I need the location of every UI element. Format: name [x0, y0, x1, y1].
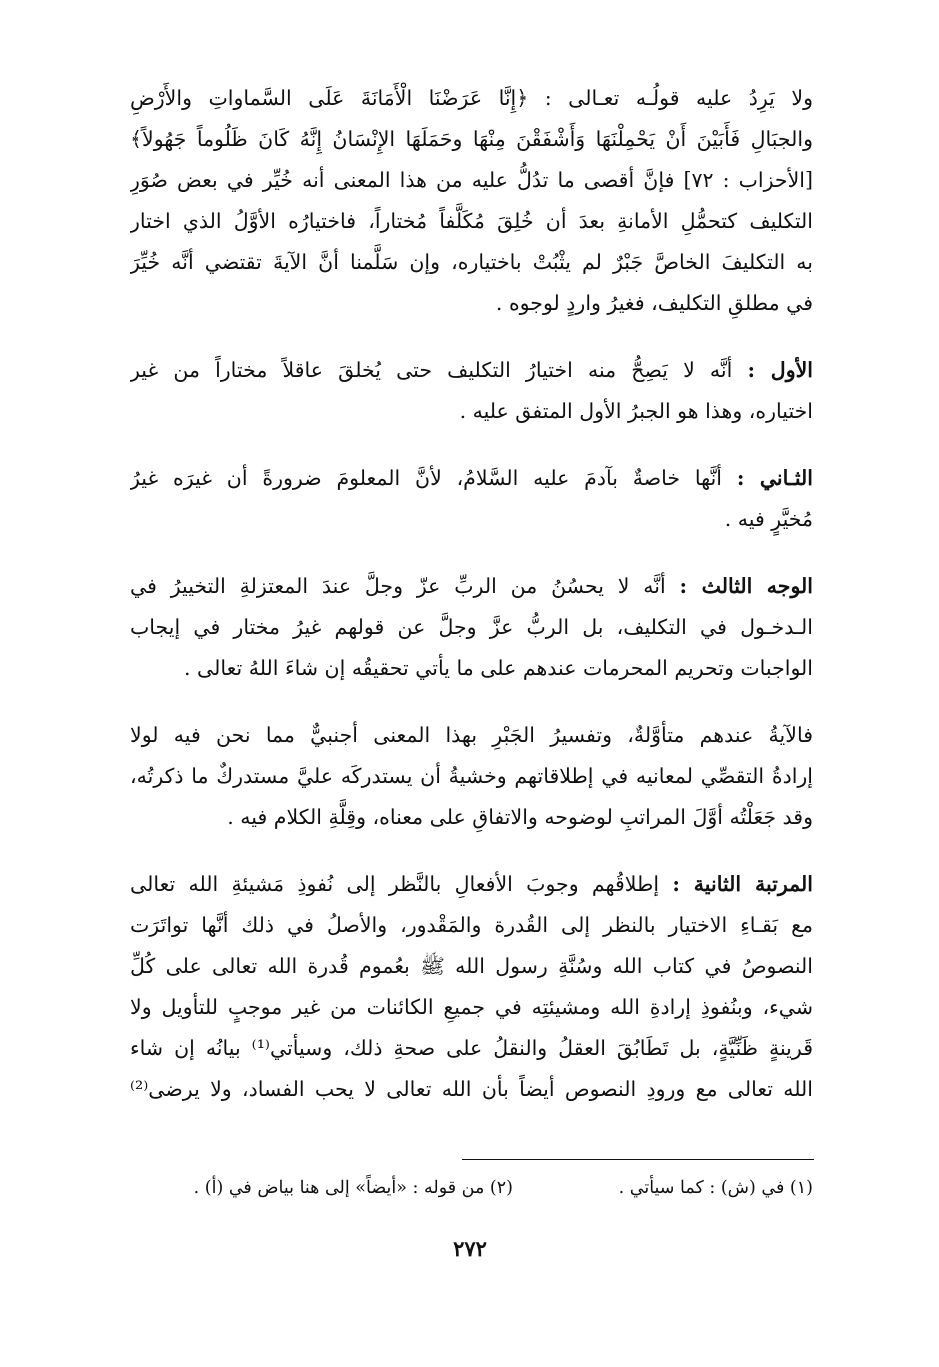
footnote-divider — [462, 1159, 814, 1160]
text-line: والجبَالِ فَأَبَيْنَ أَنْ يَحْمِلْنَهَا وَأَشْفَقْنَ مِنْهَا وحَمَلَهَا الإِنْسَانُ إِنَّهُ كَانَ ظَلُوماً جَهُولاً﴾ — [130, 127, 813, 151]
footnotes — [130, 1170, 813, 1206]
paragraph-first — [130, 350, 813, 432]
text-line: الواجبات وتحريم المحرمات عندهم على ما يأتي تحقيقُه إن شاءَ اللهُ تعالى . — [184, 656, 813, 680]
paragraph-heading: المرتبة الثانية : — [672, 872, 813, 896]
paragraph-verse-interpretation — [130, 715, 813, 838]
text-line — [130, 350, 813, 391]
footnote-1: (١) في (ش) : كما سيأتي . — [618, 1178, 813, 1198]
text-line: مع بَقـاءِ الاختيار بالنظر إلى القُدرة والمَقْدور، والأصلُ في ذلك أنَّها تواتَرَت — [130, 913, 813, 937]
text-line: مُخيَّرٍ فيه . — [724, 507, 813, 531]
text-line: وقد جَعَلْتُه أوَّلَ المراتبِ لوضوحه والاتفاقِ على معناه، وقِلَّةِ الكلام فيه . — [227, 805, 813, 829]
text-line — [130, 566, 813, 607]
text-run: أنَّها خاصةٌ بآدمَ عليه السَّلامُ، لأنَّ المعلومَ ضرورةً أن غيرَه غيرُ — [130, 466, 722, 490]
text-line: الله تعالى مع ورودِ النصوص أيضاً بأن الله تعالى لا يحب الفساد، ولا يرضى⁽²⁾ — [130, 1077, 813, 1101]
text-line: به التكليفَ الخاصَّ جَبْرٌ لم يثْبُتْ باختياره، وإن سَلَّمنا أنَّ الآيةَ تقتضي أنَّه خُيِّرَ — [130, 250, 813, 274]
text-line: التكليف كتحمُّلِ الأمانةِ بعدَ أن خُلِقَ مُكَلَّفاً مُختاراً، فاختيارُه الأوَّلُ الذي اختار — [130, 209, 813, 233]
paragraph-heading: الثـاني : — [736, 466, 813, 490]
text-line: ولا يَرِدُ عليه قولُـه تعـالى : ﴿إِنَّا عَرَضْنَا الْأَمَانَةَ عَلَى السَّماواتِ والأَرْضِ — [130, 86, 813, 110]
text-line: [الأحزاب : ٧٢] فإنَّ أقصى ما تدُلُّ عليه من هذا المعنى أنه خُيِّر في بعض صُوَرِ — [130, 168, 813, 192]
text-line: النصوصُ في كتاب الله وسُنَّةِ رسول الله ﷺ بعُموم قُدرة الله تعالى على كُلِّ — [130, 954, 813, 978]
text-line: الـدخـول في التكليف، بل الربُّ عزَّ وجلَّ عن قولهم غيرُ مختار في إيجاب — [130, 615, 813, 639]
paragraph-heading: الأول : — [747, 358, 813, 382]
paragraph-second — [130, 458, 813, 540]
text-line: اختياره، وهذا هو الجبرُ الأول المتفق عليه . — [459, 399, 813, 423]
text-run: أنَّه لا يَصِحُّ منه اختيارُ التكليف حتى يُخلقَ عاقلاً مختاراً من غير — [130, 358, 733, 382]
paragraph-third-aspect — [130, 566, 813, 689]
paragraph-objection — [130, 78, 813, 324]
text-line: في مطلقِ التكليف، فغيرُ واردٍ لوجوه . — [495, 291, 813, 315]
text-run: إطلاقُهم وجوبَ الأفعالِ بالنَّظر إلى نُفوذِ مَشيئةِ الله تعالى — [130, 872, 660, 896]
paragraph-heading: الوجه الثالث : — [679, 574, 813, 598]
text-line — [130, 458, 813, 499]
body-text — [130, 78, 813, 1136]
page-number: ٢٧٢ — [453, 1236, 487, 1261]
text-line — [130, 864, 813, 905]
text-line: شيء، وبنُفوذِ إرادةِ الله ومشيئتِه في جميعِ الكائنات من غير موجبٍ للتأويل ولا — [130, 995, 813, 1019]
text-line: قَرينةٍ ظَنِّيَّةٍ، بل تَطَابُقَ العقلُ والنقلُ على صحةِ ذلك، وسيأتي⁽¹⁾ بيانُه إن شاء — [130, 1036, 813, 1060]
text-line: إرادةُ التقصِّي لمعانيه في إطلاقاتهم وخشيةُ أن يستدركَه عليَّ مستدركٌ ما ذكرتُه، — [130, 764, 813, 788]
text-line: فالآيةُ عندهم متأوَّلةٌ، وتفسيرُ الجَبْرِ بهذا المعنى أجنبيٌّ مما نحن فيه لولا — [130, 723, 813, 747]
text-run: أنَّه لا يحسُنُ من الربِّ عزّ وجلَّ عندَ المعتزلةِ التخييرُ في — [130, 574, 666, 598]
footnote-2: (٢) من قوله : «أيضاً» إلى هنا بياض في (أ) . — [193, 1178, 513, 1198]
paragraph-second-rank — [130, 864, 813, 1110]
